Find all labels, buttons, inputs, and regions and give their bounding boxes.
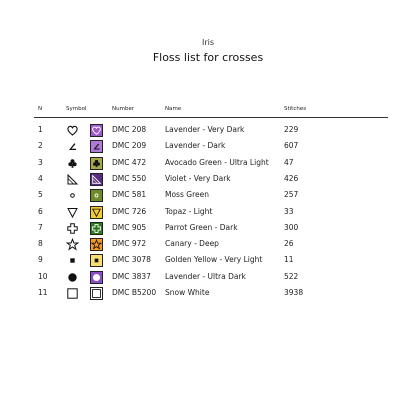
floss-name: Lavender - Very Dark [165,125,245,134]
row-index: 6 [38,206,43,216]
row-index: 5 [38,190,43,200]
stitch-count: 11 [284,255,294,265]
table-row [0,138,416,154]
row-index: 3 [38,157,43,167]
header-number: Number [112,106,135,112]
floss-number: DMC 3837 [112,271,151,281]
star-outline-icon [91,239,102,250]
page-title: Floss list for crosses [152,51,264,64]
empty-square-icon [66,287,79,300]
heart-icon [66,124,79,137]
stitch-count: 257 [284,190,299,200]
stitch-count: 300 [284,222,299,232]
header-divider [34,117,388,118]
table-row [0,171,416,187]
color-swatch [90,254,103,267]
header-n: N [38,106,43,112]
table-row [0,187,416,203]
stitch-count: 607 [284,141,299,151]
small-circle-icon [91,190,102,201]
floss-name: Avocado Green - Ultra Light [165,157,269,167]
floss-number: DMC 472 [112,157,147,167]
row-index: 10 [38,271,48,281]
table-row [0,236,416,252]
plus-outline-icon [66,222,79,235]
stitch-count: 522 [284,271,299,281]
heart-icon [91,125,102,136]
table-row [0,155,416,171]
stitch-count: 229 [284,125,299,134]
stitch-count: 26 [284,239,294,249]
row-index: 9 [38,255,43,265]
floss-name: Golden Yellow - Very Light [165,255,263,265]
row-index: 7 [38,222,43,232]
right-triangle-icon [66,173,79,186]
down-triangle-icon [66,206,79,219]
floss-name: Canary - Deep [165,239,219,249]
header-stitches: Stitches [284,106,307,112]
floss-number: DMC 550 [112,173,147,183]
header-symbol: Symbol [66,106,87,112]
floss-name: Moss Green [165,190,209,200]
table-row [0,122,416,138]
filled-circle-icon [91,272,102,283]
color-swatch [90,271,103,284]
stitch-count: 3938 [284,288,304,297]
floss-number: DMC 972 [112,239,147,249]
floss-number: DMC 581 [112,190,147,200]
slash-wedge-icon [91,141,102,152]
right-triangle-icon [91,174,102,185]
small-circle-icon [66,189,79,202]
floss-number: DMC 905 [112,222,147,232]
row-index: 11 [38,288,48,297]
small-square-icon [91,255,102,266]
floss-number: DMC 3078 [112,255,151,265]
floss-name: Snow White [165,288,210,297]
color-swatch [90,189,103,202]
color-swatch [90,238,103,251]
floss-number: DMC B5200 [112,288,157,297]
plus-outline-icon [91,223,102,234]
star-outline-icon [66,238,79,251]
header-name: Name [165,106,182,112]
club-icon [66,157,79,170]
stitch-count: 33 [284,206,294,216]
club-icon [91,158,102,169]
star-outline-icon [66,238,79,251]
color-swatch [90,287,103,300]
table-row [0,252,416,268]
row-index: 8 [38,239,43,249]
stitch-count: 47 [284,157,294,167]
color-swatch [90,157,103,170]
down-triangle-icon [66,206,79,219]
small-square-icon [66,254,79,267]
floss-name: Topaz - Light [165,206,213,216]
heart-icon [66,124,79,137]
color-swatch [90,173,103,186]
filled-circle-icon [66,271,79,284]
slash-wedge-icon [66,140,79,153]
table-row [0,269,416,285]
color-swatch [90,140,103,153]
row-index: 1 [38,125,43,134]
color-swatch [90,206,103,219]
color-swatch [90,124,103,137]
floss-number: DMC 208 [112,125,147,134]
floss-name: Violet - Very Dark [165,173,231,183]
club-icon [66,157,79,170]
floss-number: DMC 726 [112,206,147,216]
plus-outline-icon [66,222,79,235]
table-row [0,204,416,220]
color-swatch [90,222,103,235]
table-row [0,285,416,301]
floss-name: Lavender - Ultra Dark [165,271,246,281]
slash-wedge-icon [66,140,79,153]
row-index: 4 [38,173,43,183]
floss-number: DMC 209 [112,141,147,151]
filled-circle-icon [66,271,79,284]
empty-square-icon [91,288,102,299]
down-triangle-icon [91,207,102,218]
empty-square-icon [66,287,79,300]
stitch-count: 426 [284,173,299,183]
row-index: 2 [38,141,43,151]
floss-name: Parrot Green - Dark [165,222,238,232]
right-triangle-icon [66,173,79,186]
pattern-name: Iris [201,38,215,47]
small-circle-icon [66,189,79,202]
table-row [0,220,416,236]
small-square-icon [66,254,79,267]
floss-name: Lavender - Dark [165,141,226,151]
